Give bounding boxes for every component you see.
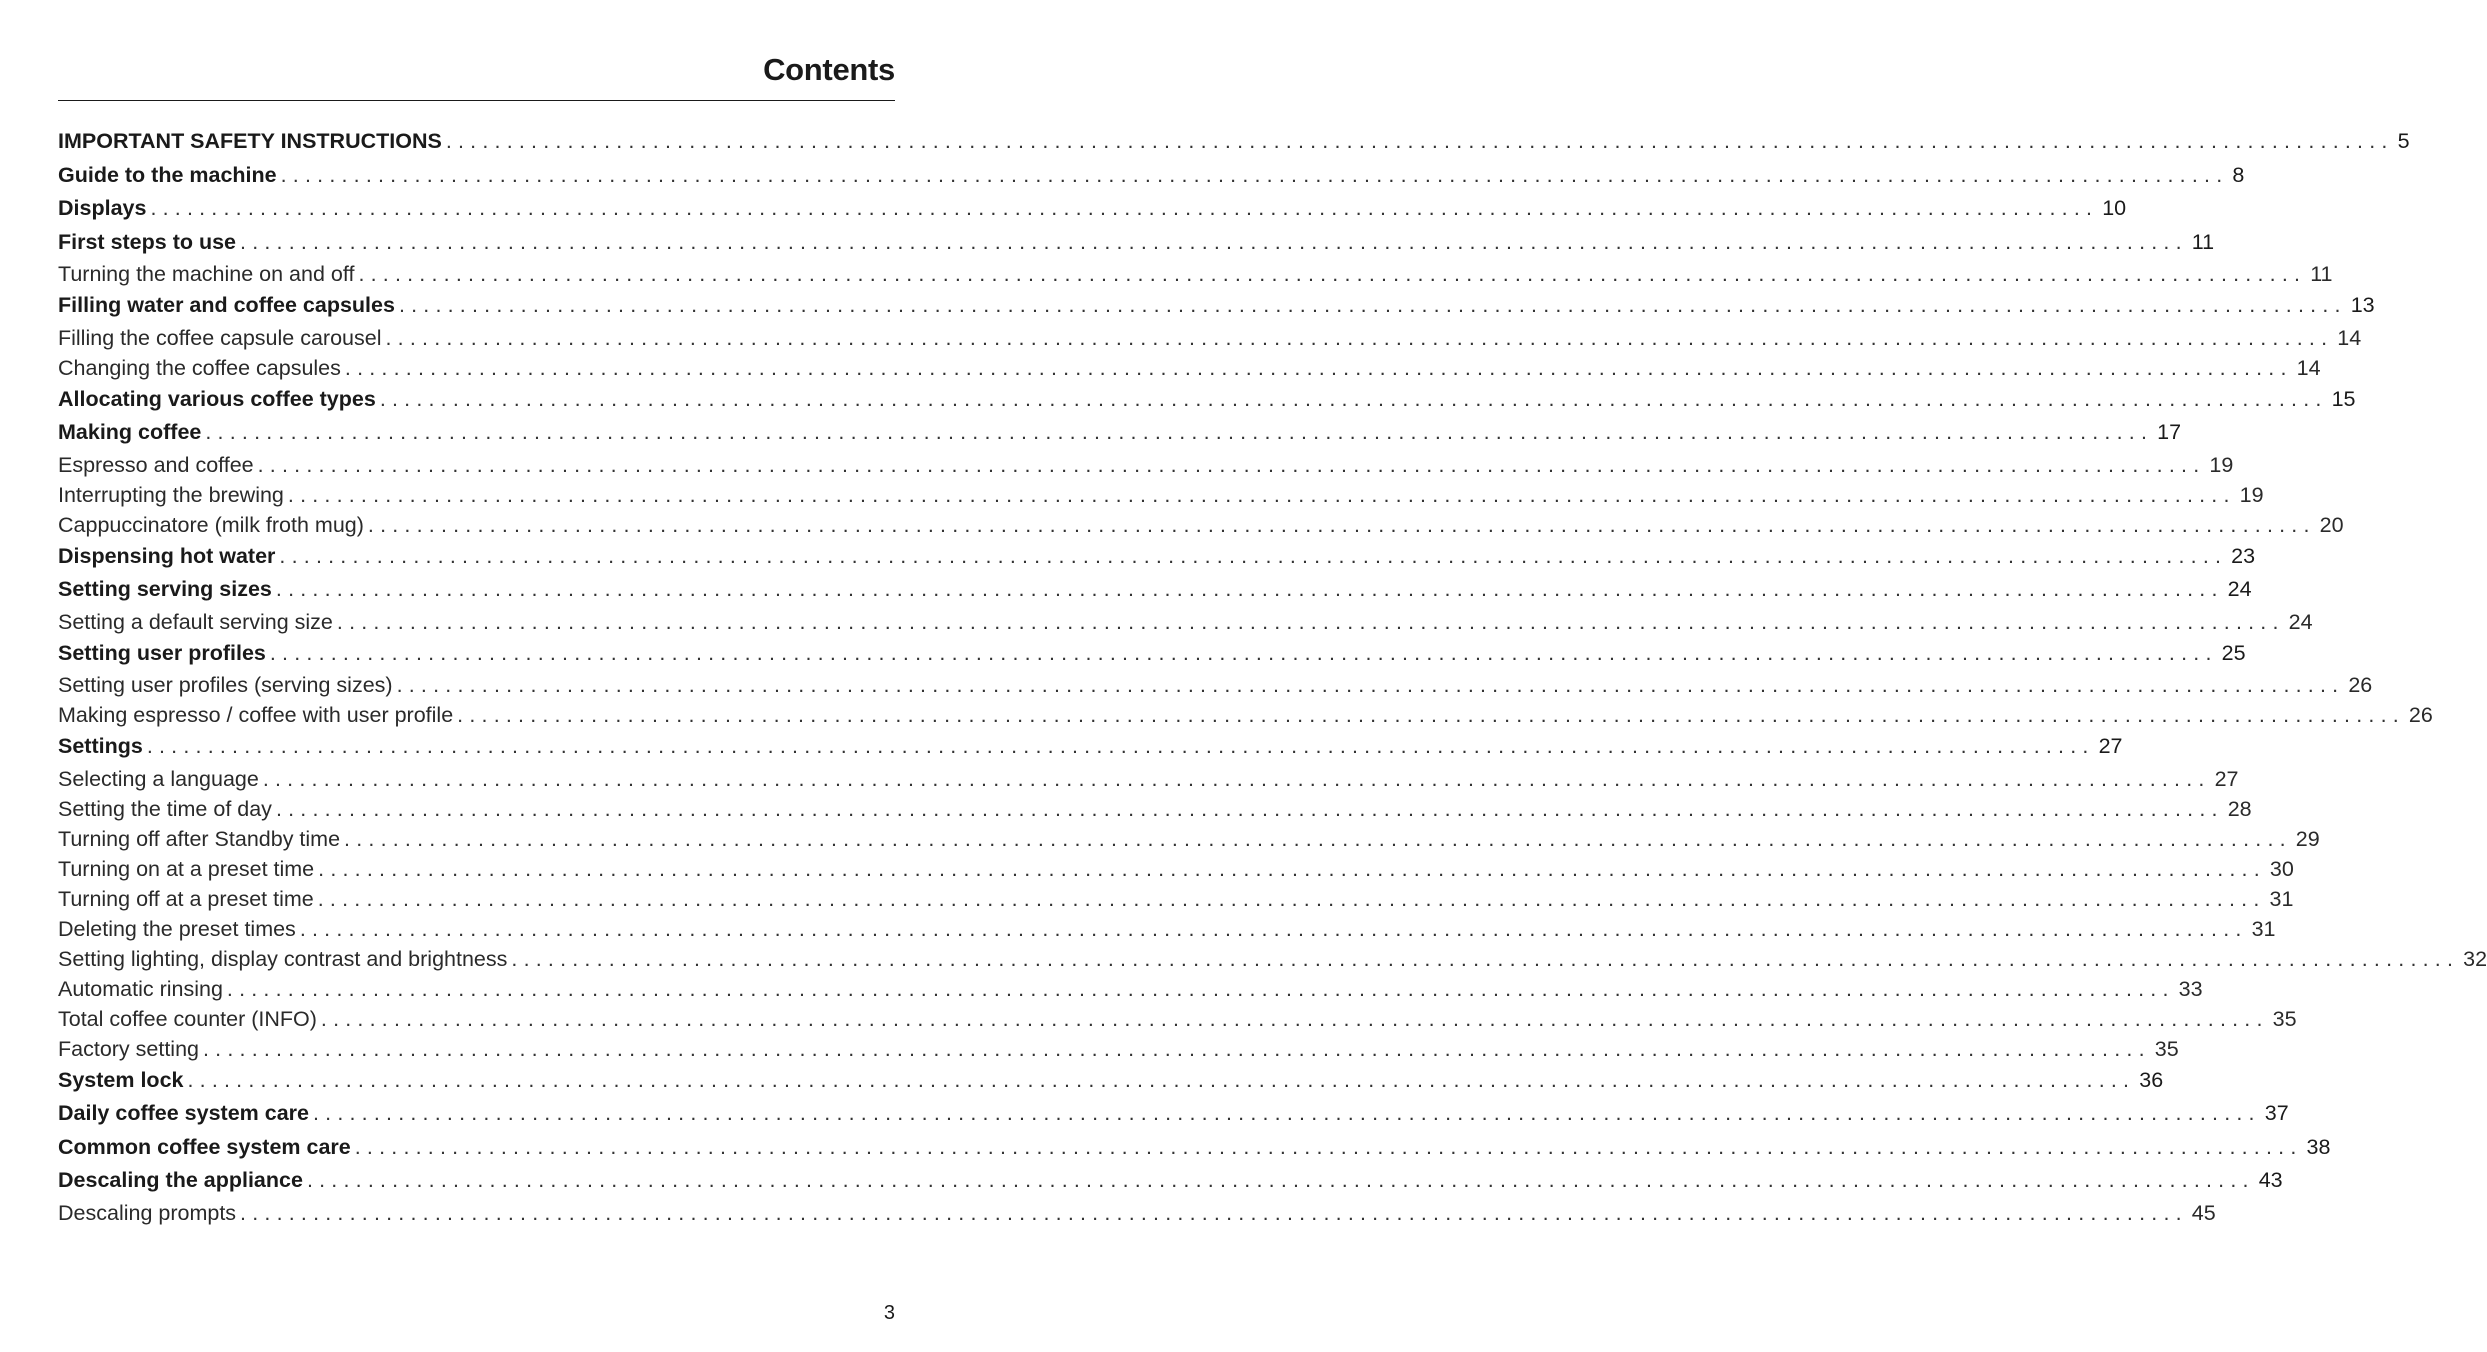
toc-dot-leader: ................................................................................................................................................................ — [317, 886, 2266, 911]
toc-entry-page: 24 — [2227, 577, 2252, 601]
toc-dot-leader: ................................................................................................................................................................ — [279, 543, 2228, 568]
toc-entry-title: Dispensing hot water — [58, 543, 276, 568]
toc-dot-leader: ................................................................................................................................................................ — [318, 856, 2266, 881]
toc-subsection-entry[interactable] — [58, 1198, 2216, 1228]
toc-subsection-entry[interactable] — [58, 1004, 2297, 1034]
toc-entry-page: 27 — [2214, 766, 2239, 791]
toc-entry-page: 25 — [2221, 640, 2246, 665]
toc-dot-leader: ................................................................................................................................................................ — [205, 420, 2154, 444]
title-divider — [58, 100, 895, 101]
toc-subsection-entry[interactable] — [58, 884, 2294, 914]
toc-entry-title: Descaling prompts — [58, 1200, 237, 1225]
toc-entry-page: 30 — [2269, 856, 2294, 881]
toc-subsection-entry[interactable] — [58, 480, 2264, 510]
toc-entry-page: 19 — [2209, 452, 2234, 477]
toc-dot-leader: ................................................................................................................................................................ — [320, 1006, 2269, 1031]
toc-entry-title: Settings — [58, 734, 143, 758]
toc-entry-title: Filling water and coffee capsules — [58, 293, 395, 317]
toc-dot-leader: ................................................................................................................................................................ — [203, 1036, 2151, 1061]
toc-entry-title: Automatic rinsing — [58, 976, 223, 1001]
toc-subsection-entry[interactable] — [58, 854, 2294, 884]
toc-entry-title: Daily coffee system care — [58, 1101, 309, 1125]
toc-entry-title: Turning the machine on and off — [58, 262, 355, 286]
toc-dot-leader: ................................................................................................................................................................ — [379, 386, 2328, 411]
toc-section-entry[interactable] — [58, 383, 2356, 417]
page-title: Contents — [763, 52, 895, 87]
toc-dot-leader: ................................................................................................................................................................ — [344, 826, 2292, 851]
toc-entry-title: Turning on at a preset time — [58, 856, 315, 881]
toc-entry-title: Deleting the preset times — [58, 916, 296, 941]
toc-entry-title: Setting serving sizes — [58, 577, 272, 601]
toc-section-entry[interactable] — [58, 125, 2410, 159]
toc-entry-page: 31 — [2269, 886, 2294, 911]
toc-section-entry[interactable] — [58, 159, 2245, 193]
toc-entry-title: First steps to use — [58, 229, 237, 254]
toc-section-entry[interactable] — [58, 1131, 2331, 1165]
toc-section-entry[interactable] — [58, 540, 2256, 574]
toc-entry-page: 19 — [2239, 482, 2264, 507]
toc-dot-leader: ................................................................................................................................................................ — [457, 703, 2405, 727]
toc-section-entry[interactable] — [58, 573, 2252, 607]
table-of-contents — [58, 125, 2487, 1228]
toc-subsection-entry[interactable] — [58, 450, 2234, 480]
toc-subsection-entry[interactable] — [58, 700, 2433, 730]
toc-entry-page: 23 — [2231, 543, 2256, 568]
toc-dot-leader: ................................................................................................................................................................ — [358, 262, 2307, 286]
toc-entry-page: 35 — [2272, 1006, 2297, 1031]
toc-dot-leader: ................................................................................................................................................................ — [262, 766, 2211, 791]
toc-entry-title: Turning off at a preset time — [58, 886, 314, 911]
toc-entry-title: Setting a default serving size — [58, 609, 333, 634]
toc-entry-title: Changing the coffee capsules — [58, 355, 341, 380]
toc-dot-leader: ................................................................................................................................................................ — [354, 1134, 2303, 1159]
toc-dot-leader: ................................................................................................................................................................ — [150, 196, 2099, 220]
toc-section-entry[interactable] — [58, 1097, 2289, 1131]
toc-dot-leader: ................................................................................................................................................................ — [312, 1101, 2261, 1125]
toc-dot-leader: ................................................................................................................................................................ — [287, 482, 2236, 507]
toc-entry-page: 10 — [2102, 196, 2127, 220]
toc-dot-leader: ................................................................................................................................................................ — [257, 452, 2206, 477]
toc-subsection-entry[interactable] — [58, 944, 2487, 974]
toc-subsection-entry[interactable] — [58, 974, 2203, 1004]
toc-section-entry[interactable] — [58, 416, 2182, 450]
toc-entry-title: System lock — [58, 1067, 184, 1092]
toc-dot-leader: ................................................................................................................................................................ — [344, 355, 2293, 380]
toc-dot-leader: ................................................................................................................................................................ — [511, 946, 2460, 971]
toc-dot-leader: ................................................................................................................................................................ — [398, 293, 2347, 317]
toc-section-entry[interactable] — [58, 730, 2123, 764]
toc-section-entry[interactable] — [58, 1164, 2283, 1198]
toc-entry-title: Setting the time of day — [58, 796, 272, 821]
toc-subsection-entry[interactable] — [58, 764, 2239, 794]
toc-dot-leader: ................................................................................................................................................................ — [367, 512, 2316, 537]
toc-entry-page: 45 — [2191, 1200, 2216, 1225]
toc-entry-page: 36 — [2139, 1067, 2164, 1092]
toc-dot-leader: ................................................................................................................................................................ — [240, 1200, 2188, 1225]
toc-entry-title: Guide to the machine — [58, 162, 277, 187]
toc-entry-title: IMPORTANT SAFETY INSTRUCTIONS — [58, 129, 442, 153]
toc-entry-page: 15 — [2331, 386, 2356, 411]
toc-entry-title: Making coffee — [58, 420, 202, 444]
toc-subsection-entry[interactable] — [58, 1034, 2179, 1064]
toc-entry-page: 11 — [2310, 262, 2333, 286]
toc-entry-page: 20 — [2319, 512, 2344, 537]
toc-entry-page: 37 — [2264, 1101, 2289, 1125]
toc-section-entry[interactable] — [58, 289, 2375, 323]
toc-dot-leader: ................................................................................................................................................................ — [336, 609, 2285, 634]
toc-entry-title: Setting user profiles — [58, 640, 266, 665]
toc-entry-page: 28 — [2227, 796, 2252, 821]
toc-dot-leader: ................................................................................................................................................................ — [146, 734, 2095, 758]
toc-subsection-entry[interactable] — [58, 824, 2320, 854]
toc-entry-page: 26 — [2408, 703, 2433, 727]
toc-section-entry[interactable] — [58, 226, 2215, 260]
toc-subsection-entry[interactable] — [58, 670, 2373, 700]
toc-entry-title: Espresso and coffee — [58, 452, 254, 477]
toc-subsection-entry[interactable] — [58, 353, 2321, 383]
toc-dot-leader: ................................................................................................................................................................ — [385, 325, 2334, 350]
toc-subsection-entry[interactable] — [58, 914, 2276, 944]
toc-entry-page: 13 — [2350, 293, 2375, 317]
toc-entry-page: 29 — [2295, 826, 2320, 851]
toc-entry-title: Interrupting the brewing — [58, 482, 284, 507]
toc-entry-page: 14 — [2296, 355, 2321, 380]
toc-entry-title: Displays — [58, 196, 147, 220]
toc-entry-title: Setting user profiles (serving sizes) — [58, 673, 393, 697]
toc-entry-page: 14 — [2337, 325, 2362, 350]
toc-dot-leader: ................................................................................................................................................................ — [275, 577, 2224, 601]
toc-section-entry[interactable] — [58, 637, 2246, 671]
toc-entry-page: 35 — [2154, 1036, 2179, 1061]
toc-dot-leader: ................................................................................................................................................................ — [445, 129, 2394, 153]
toc-entry-page: 31 — [2251, 916, 2276, 941]
toc-subsection-entry[interactable] — [58, 794, 2252, 824]
toc-dot-leader: ................................................................................................................................................................ — [306, 1168, 2255, 1192]
toc-dot-leader: ................................................................................................................................................................ — [299, 916, 2248, 941]
toc-entry-title: Cappuccinatore (milk froth mug) — [58, 512, 364, 537]
toc-entry-page: 24 — [2288, 609, 2313, 634]
toc-dot-leader: ................................................................................................................................................................ — [280, 162, 2229, 187]
page-number: 3 — [883, 1302, 895, 1324]
toc-dot-leader: ................................................................................................................................................................ — [187, 1067, 2136, 1092]
toc-dot-leader: ................................................................................................................................................................ — [396, 673, 2345, 697]
toc-entry-page: 8 — [2232, 162, 2245, 187]
toc-section-entry[interactable] — [58, 1064, 2164, 1098]
toc-dot-leader: ................................................................................................................................................................ — [269, 640, 2218, 665]
toc-entry-page: 17 — [2157, 420, 2182, 444]
toc-entry-title: Setting lighting, display contrast and brightness — [58, 946, 508, 971]
toc-entry-page: 26 — [2348, 673, 2373, 697]
toc-entry-page: 32 — [2463, 946, 2487, 971]
toc-section-entry[interactable] — [58, 192, 2127, 226]
toc-dot-leader: ................................................................................................................................................................ — [226, 976, 2175, 1001]
toc-entry-title: Making espresso / coffee with user profile — [58, 703, 454, 727]
toc-entry-title: Allocating various coffee types — [58, 386, 376, 411]
toc-entry-title: Total coffee counter (INFO) — [58, 1006, 317, 1031]
toc-entry-title: Factory setting — [58, 1036, 199, 1061]
toc-entry-page: 43 — [2258, 1168, 2283, 1192]
toc-entry-title: Common coffee system care — [58, 1134, 351, 1159]
toc-entry-page: 27 — [2098, 734, 2123, 758]
toc-entry-page: 38 — [2306, 1134, 2331, 1159]
toc-dot-leader: ................................................................................................................................................................ — [275, 796, 2224, 821]
toc-entry-page: 11 — [2191, 229, 2215, 254]
toc-subsection-entry[interactable] — [58, 323, 2362, 353]
toc-entry-title: Turning off after Standby time — [58, 826, 341, 851]
toc-entry-page: 5 — [2397, 129, 2410, 153]
toc-entry-title: Selecting a language — [58, 766, 259, 791]
toc-entry-title: Filling the coffee capsule carousel — [58, 325, 382, 350]
toc-entry-page: 33 — [2178, 976, 2203, 1001]
toc-subsection-entry[interactable] — [58, 259, 2333, 289]
toc-subsection-entry[interactable] — [58, 607, 2313, 637]
toc-dot-leader: ................................................................................................................................................................ — [240, 229, 2188, 254]
toc-entry-title: Descaling the appliance — [58, 1168, 303, 1192]
toc-subsection-entry[interactable] — [58, 510, 2344, 540]
